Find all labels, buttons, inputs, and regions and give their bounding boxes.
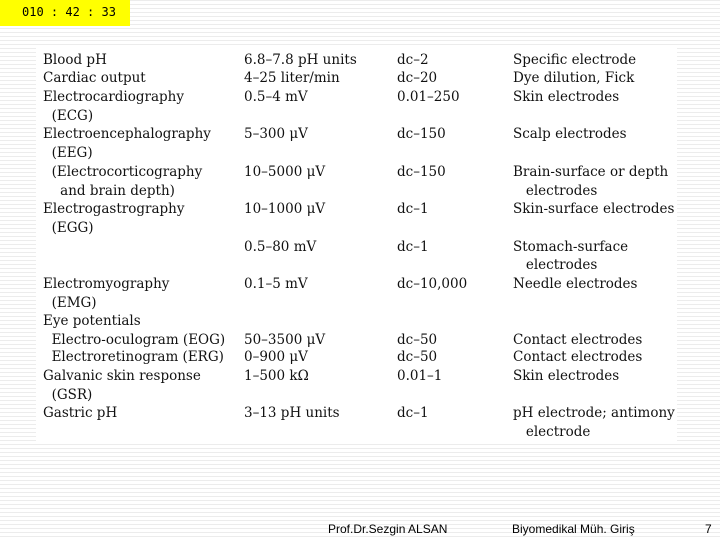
table-cell-frequency: dc–50 [397,349,438,365]
table-cell-frequency: dc–50 [397,332,438,348]
table-cell-range: 1–500 kΩ [244,368,309,384]
table-cell-range: 0.5–4 mV [244,89,308,105]
footer-course-title: Biyomedikal Müh. Giriş [512,522,635,536]
bioelectric-signals-table [36,48,677,441]
table-cell-frequency: dc–20 [397,70,438,86]
table-cell-parameter: Electrocardiography [43,89,184,105]
table-cell-frequency: dc–1 [397,239,429,255]
table-cell-parameter: and brain depth) [43,183,175,199]
table-cell-parameter: (ECG) [43,108,94,124]
table-cell-frequency: dc–1 [397,201,429,217]
table-cell-method: Contact electrodes [513,349,643,365]
table-cell-parameter: Gastric pH [43,405,118,421]
table-cell-method: electrodes [513,257,598,273]
table-cell-method: Skin electrodes [513,89,620,105]
table-cell-parameter: Cardiac output [43,70,146,86]
footer-author: Prof.Dr.Sezgin ALSAN [328,522,448,536]
table-cell-frequency: 0.01–250 [397,89,460,105]
table-cell-method: Skin-surface electrodes [513,201,675,217]
table-cell-range: 0.5–80 mV [244,239,317,255]
table-cell-range: 4–25 liter/min [244,70,340,86]
table-cell-range: 5–300 μV [244,126,308,142]
table-cell-range: 0–900 μV [244,349,308,365]
table-cell-range: 0.1–5 mV [244,276,308,292]
table-cell-range: 3–13 pH units [244,405,340,421]
table-cell-frequency: dc–150 [397,164,446,180]
table-cell-method: Contact electrodes [513,332,643,348]
table-cell-frequency: dc–1 [397,405,429,421]
table-cell-method: Stomach-surface [513,239,629,255]
table-cell-method: Dye dilution, Fick [513,70,635,86]
table-cell-method: Needle electrodes [513,276,638,292]
table-cell-method: electrodes [513,183,598,199]
table-cell-method: Skin electrodes [513,368,620,384]
table-cell-parameter: Eye potentials [43,313,141,329]
table-cell-range: 50–3500 μV [244,332,326,348]
footer-page-number: 7 [705,522,712,536]
timer-display: 010 : 42 : 33 [0,0,130,26]
table-cell-parameter: (EGG) [43,220,94,236]
table-cell-range: 10–1000 μV [244,201,326,217]
table-cell-parameter: Electro-oculogram (EOG) [43,332,226,348]
table-cell-method: Specific electrode [513,52,637,68]
table-cell-parameter: (Electrocorticography [43,164,203,180]
table-cell-method: electrode [513,424,591,440]
table-cell-parameter: Electroencephalography [43,126,211,142]
table-cell-method: pH electrode; antimony [513,405,675,421]
table-cell-method: Scalp electrodes [513,126,627,142]
table-cell-frequency: dc–2 [397,52,429,68]
table-cell-method: Brain-surface or depth [513,164,669,180]
table-cell-parameter: (EMG) [43,295,97,311]
table-cell-frequency: 0.01–1 [397,368,443,384]
table-cell-parameter: Blood pH [43,52,107,68]
table-cell-parameter: Electroretinogram (ERG) [43,349,224,365]
table-cell-range: 6.8–7.8 pH units [244,52,357,68]
table-cell-parameter: Electromyography [43,276,170,292]
table-cell-parameter: (GSR) [43,387,93,403]
table-cell-frequency: dc–150 [397,126,446,142]
table-cell-parameter: (EEG) [43,145,93,161]
table-cell-frequency: dc–10,000 [397,276,468,292]
table-cell-parameter: Galvanic skin response [43,368,201,384]
table-cell-range: 10–5000 μV [244,164,326,180]
table-cell-parameter: Electrogastrography [43,201,185,217]
